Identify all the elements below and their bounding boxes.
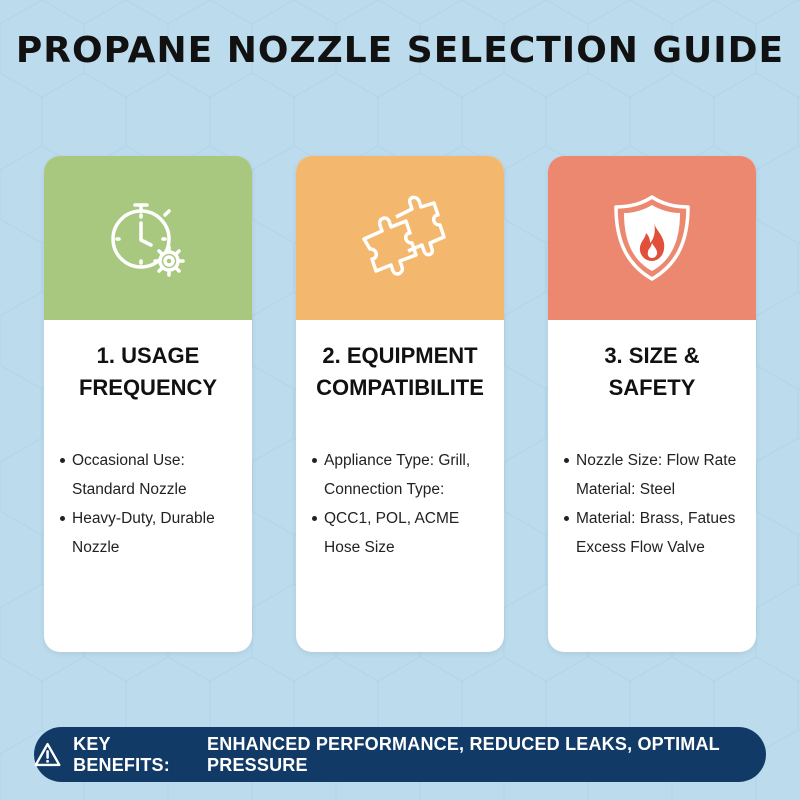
card-title: 2. EQUIPMENT COMPATIBILITE <box>316 343 484 400</box>
list-item: QCC1, POL, ACME Hose Size <box>310 504 494 562</box>
card-title: 3. SIZE & SAFETY <box>604 343 700 400</box>
card-size-safety <box>548 156 756 652</box>
page-title: PROPANE NOZZLE SELECTION GUIDE <box>15 30 785 71</box>
card-header <box>548 156 756 320</box>
list-item: Nozzle Size: Flow Rate Material: Steel <box>562 446 746 504</box>
list-item: Appliance Type: Grill, Connection Type: <box>310 446 494 504</box>
shield-flame-icon <box>612 193 692 283</box>
key-benefits-banner <box>34 727 766 782</box>
list-item: Material: Brass, Fatues Excess Flow Valve <box>562 504 746 562</box>
warning-triangle-icon <box>34 741 61 768</box>
card-equipment-compatibility <box>296 156 504 652</box>
list-item: Heavy-Duty, Durable Nozzle <box>58 504 242 562</box>
card-header <box>44 156 252 320</box>
card-bullet-list <box>296 446 504 562</box>
banner-label: KEY BENEFITS: <box>73 733 170 775</box>
puzzle-pieces-icon <box>350 193 450 283</box>
card-bullet-list <box>548 446 756 562</box>
card-title: 1. USAGE FREQUENCY <box>78 343 218 400</box>
card-bullet-list <box>44 446 252 562</box>
card-header <box>296 156 504 320</box>
card-usage-frequency <box>44 156 252 652</box>
banner-text: ENHANCED PERFORMANCE, REDUCED LEAKS, OPTIMAL PRESSURE <box>207 733 720 775</box>
stopwatch-gear-icon <box>103 193 193 283</box>
list-item: Occasional Use: Standard Nozzle <box>58 446 242 504</box>
